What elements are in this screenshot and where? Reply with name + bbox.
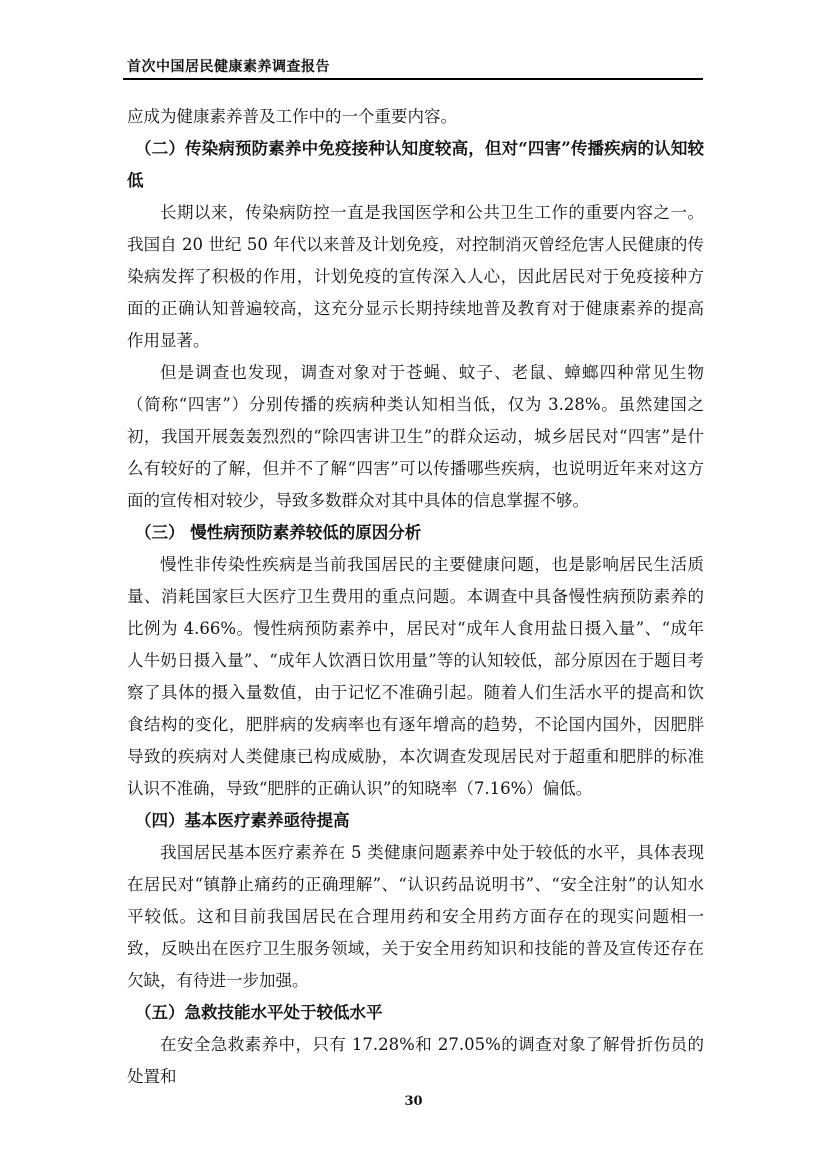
- header-rule: [123, 78, 703, 80]
- section-heading-basic-medical: （四）基本医疗素养亟待提高: [135, 811, 350, 830]
- body-text: [127, 101, 704, 1093]
- paragraph-chronic-disease: 慢性非传染性疾病是当前我国居民的主要健康问题，也是影响居民生活质量、消耗国家巨大医疗卫生费用的重点问题。本调查中具备慢性病预防素养的比例为 4.66%。慢性病预防素养中，居民对“成年人食用盐日摄入量”、“成年人牛奶日摄入量”、“成年人饮酒日饮用量”等的认知较低，部分原因在于题目考察了具体的摄入量数值，由于记忆不准确引起。随着人们生活水平的提高和饮食结构的变化，肥胖病的发病率也有逐年增高的趋势，不论国内国外，因肥胖导致的疾病对人类健康已构成威胁，本次调查发现居民对于超重和肥胖的标准认识不准确，导致“肥胖的正确认识”的知晓率（7.16%）偏低。: [127, 555, 704, 798]
- section-heading-infectious-disease: （二）传染病预防素养中免疫接种认知度较高，但对“四害”传播疾病的认知较低: [127, 139, 704, 190]
- page-number: 30: [404, 1094, 423, 1109]
- section-heading-first-aid: （五）急救技能水平处于较低水平: [135, 1003, 383, 1022]
- paragraph-continuation: 应成为健康素养普及工作中的一个重要内容。: [127, 107, 457, 126]
- running-header: 首次中国居民健康素养调查报告: [127, 59, 330, 75]
- section-heading-chronic-disease: （三） 慢性病预防素养较低的原因分析: [135, 523, 422, 542]
- paragraph-immunization: 长期以来，传染病防控一直是我国医学和公共卫生工作的重要内容之一。我国自 20 世纪 50 年代以来普及计划免疫，对控制消灭曾经危害人民健康的传染病发挥了积极的作用，计划免疫的宣传深入人心，因此居民对于免疫接种方面的正确认知普遍较高，这充分显示长期持续地普及教育对于健康素养的提高作用显著。: [127, 203, 704, 350]
- paragraph-four-pests: 但是调查也发现，调查对象对于苍蝇、蚊子、老鼠、蟑螂四种常见生物（简称“四害”）分别传播的疾病种类认知相当低，仅为 3.28%。虽然建国之初，我国开展轰轰烈烈的“除四害讲卫生”的群众运动，城乡居民对“四害”是什么有较好的了解，但并不了解“四害”可以传播哪些疾病，也说明近年来对这方面的宣传相对较少，导致多数群众对其中具体的信息掌握不够。: [127, 363, 704, 510]
- paragraph-first-aid: 在安全急救素养中，只有 17.28%和 27.05%的调查对象了解骨折伤员的处置和: [127, 1035, 704, 1086]
- paragraph-basic-medical: 我国居民基本医疗素养在 5 类健康问题素养中处于较低的水平，具体表现在居民对“镇静止痛药的正确理解”、“认识药品说明书”、“安全注射”的认知水平较低。这和目前我国居民在合理用药和安全用药方面存在的现实问题相一致，反映出在医疗卫生服务领域，关于安全用药知识和技能的普及宣传还存在欠缺，有待进一步加强。: [127, 843, 704, 990]
